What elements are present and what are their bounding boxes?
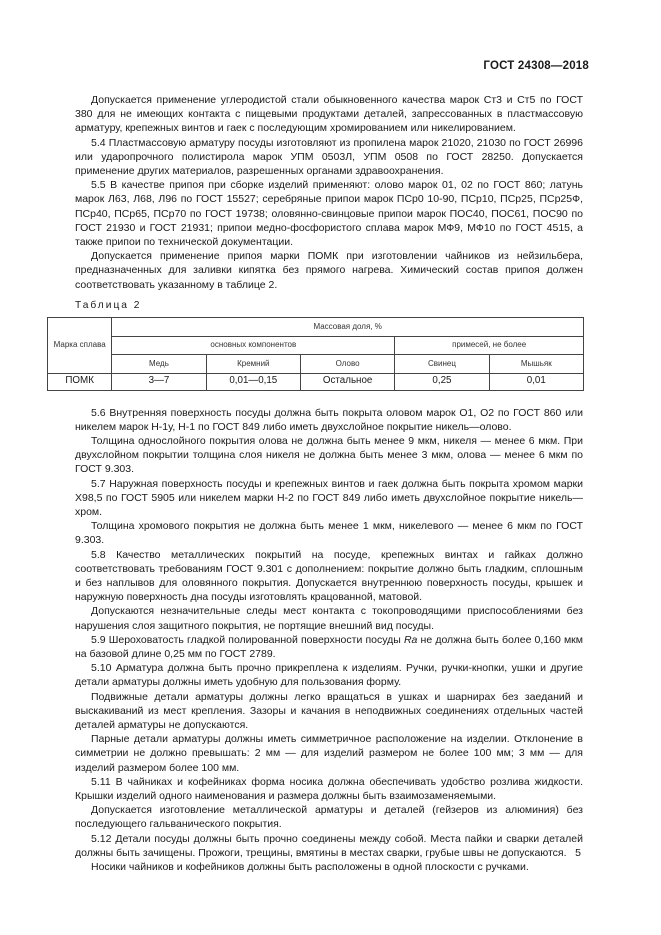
paragraph: 5.7 Наружная поверхность посуды и крепежных винтов и гаек должна быть покрыта хромом марки X98,5 по ГОСТ 5905 или никелем марки Н-2 по ГОСТ 849 либо иметь двухслойное покрытие никель—хром. [75,477,583,518]
paragraph: Толщина однослойного покрытия олова не должна быть менее 9 мкм, никеля — менее 6 мкм. При двухслойном покрытии толщина слоя никеля не должна быть менее 3 мкм, олова — менее 6 мкм по ГОСТ 9.303. [75,434,583,476]
table-cell: 3—7 [112,373,206,390]
table-cell: 0,25 [395,373,489,390]
document-body [53,93,583,874]
paragraph: Толщина хромового покрытия не должна быть менее 1 мкм, никелевого — менее 6 мкм по ГОСТ 9.303. [75,520,583,547]
header-cell-main-components: основных компонентов [112,336,395,355]
header-cell-mass-fraction: Массовая доля, % [112,318,584,337]
table-cell: Остальное [300,373,394,390]
paragraph: 5.5 В качестве припоя при сборке изделий применяют: олово марок 01, 02 по ГОСТ 860; латунь марок Л63, Л68, Л96 по ГОСТ 15527; серебряные припои марок ПСр0 10-90, ПСр10, ПСр25, ПСр25Ф, ПСр40, ПСр65, ПСр70 по ГОСТ 19738; оловянно-свинцовые припои марок ПОС40, ПОС61, ПОС90 по ГОСТ 21930 и ГОСТ 21931; припои медно-фосфористого сплава марок МФ9, МФ10 по ГОСТ 4515, а также припои по технической документации. [75,179,583,249]
paragraph: 5.6 Внутренняя поверхность посуды должна быть покрыта оловом марок О1, О2 по ГОСТ 860 или никелем марок Н-1у, Н-1 по ГОСТ 849 либо иметь двухслойное покрытие никель—олово. [75,406,583,433]
paragraph: Носики чайников и кофейников должны быть расположены в одной плоскости с ручками. [91,861,529,874]
header-cell-copper: Медь [112,355,206,374]
table-cell: ПОМК [48,373,112,390]
header-cell-silicon: Кремний [206,355,300,374]
header-cell-grade: Марка сплава [48,318,112,374]
paragraph: 5.4 Пластмассовую арматуру посуды изготовляют из пропилена марок 21020, 21030 по ГОСТ 26996 или ударопрочного полистирола марок УПМ 0503Л, УПМ 0508 по ГОСТ 28250. Допускается применение других материалов, разрешенных органами здравоохранения. [75,136,583,178]
paragraph: Допускается применение углеродистой стали обыкновенного качества марок Ст3 и Ст5 по ГОСТ 380 для не имеющих контакта с пищевыми продуктами деталей, запрессованных в пластмассовую арматуру, крепежных винтов и гаек с последующим хромированием или никелированием. [75,94,583,135]
paragraph: Парные детали арматуры должны иметь симметричное расположение на изделии. Отклонение в симметрии не должно превышать: 2 мм — для изделий размером не более 100 мм; 3 мм — для изделий размером более 100 мм. [75,733,583,774]
paragraph: Допускаются незначительные следы мест контакта с токопроводящими приспособлениями без нарушения слоя защитного покрытия, не портящие внешний вид посуды. [75,605,583,632]
paragraph: 5.11 В чайниках и кофейниках форма носика должна обеспечивать удобство розлива жидкости. Крышки изделий одного наименования и размера должны быть взаимозаменяемыми. [75,775,583,803]
roughness-symbol: Ra [403,633,418,646]
table-cell: 0,01 [489,373,583,390]
paragraph: Подвижные детали арматуры должны легко вращаться в ушках и шарнирах без заеданий и выскакиваний из мест крепления. Зазоры и качания в неподвижных соединениях отдельных частей деталей арматуры не допускаются. [75,690,583,732]
paragraph: Допускается изготовление металлической арматуры и деталей (гейзеров из алюминия) без последующего гальванического покрытия. [75,804,583,831]
table-row [48,373,584,390]
header-cell-tin: Олово [300,355,394,374]
composition-table [47,317,584,391]
page-number: 5 [575,847,581,859]
paragraph-5-9: 5.9 Шероховатость гладкой полированной поверхности посуды Ra не должна быть более 0,160 мкм на базовой длине 0,25 мм по ГОСТ 2789. [75,633,583,660]
header-cell-lead: Свинец [395,355,489,374]
header-cell-impurities: примесей, не более [395,336,584,355]
document-code: ГОСТ 24308—2018 [483,60,589,72]
paragraph: 5.10 Арматура должна быть прочно прикреплена к изделиям. Ручки, ручки-кнопки, ушки и другие детали арматуры должны иметь удобную для пользования форму. [75,662,583,689]
table-cell: 0,01—0,15 [206,373,300,390]
table-caption: Таблица 2 [75,299,142,311]
header-cell-arsenic: Мышьяк [489,355,583,374]
paragraph: 5.12 Детали посуды должны быть прочно соединены между собой. Места пайки и сварки деталей должны быть зачищены. Прожоги, трещины, вмятины в местах сварки, грубые швы не допускаются. [75,832,583,859]
paragraph: 5.8 Качество металлических покрытий на посуде, крепежных винтах и гайках должно соответствовать требованиям ГОСТ 9.301 с дополнением: покрытие должно быть гладким, сплошным и без наплывов для оловянного покрытия. Допускается внутреннюю поверхность посуды, крышек и наружную поверхность дна посуды изготовлять крацованной, матовой. [75,548,583,604]
paragraph: Допускается применение припоя марки ПОМК при изготовлении чайников из нейзильбера, предназначенных для заливки кипятка без прямого нагрева. Химический состав припоя должен соответствовать указанному в таблице 2. [75,250,583,291]
